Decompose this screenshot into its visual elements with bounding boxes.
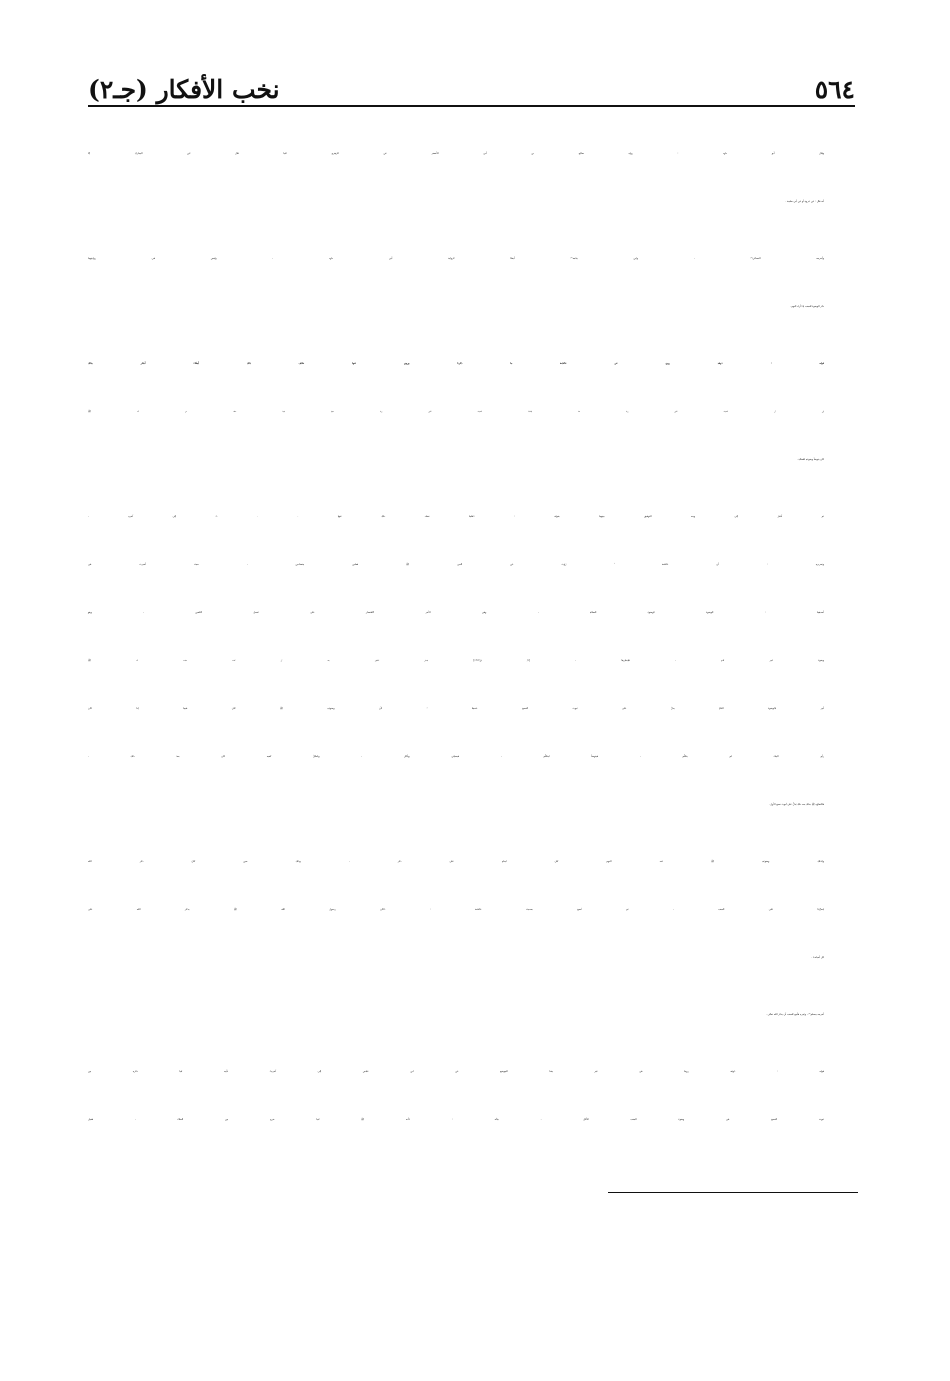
paragraph <box>88 130 858 226</box>
text-line: ذكر الوضوء للجنب إذا أراد النوم . <box>789 305 824 308</box>
text-line: قوله : «وقد روي عن عائشة ما ذكرنا وروي عنها خلاف ذلك أيضًا» أشار بذلك <box>88 362 824 365</box>
text-line: وأخرجه النسائي⁽¹⁾ ، وابن ماجه⁽²⁾ أيضًا كرواية أبي داود ، وليس في روايتهما <box>88 257 824 260</box>
text-line: مُحرَّمًا على الجنب ، ثم نُسخ بحديث عائشة : «كان رسول الله ﷺ يذكر الله على <box>88 908 824 911</box>
text-line: رأى الماء لم يتكلّم ، فيتوضأ ليتكلّم ، فيسمّي ويأكل ، وغَسْلُ كفيه كان بعدَ ذلك ، <box>88 755 824 758</box>
text-line: إلى أن الحديث الذي رواه هنا يُضَادِدُ الحديث الذي رواه عنها فيما سلف من أنه ﷺ <box>88 410 824 413</box>
footnote <box>88 1244 855 1280</box>
running-header <box>88 66 855 104</box>
header-divider <box>88 105 855 107</box>
paragraph <box>88 340 858 484</box>
text-line: ثم أشار إلى وجه التوفيق بينهما بقوله : «فلما تضاد ذلك عنها . . .» إلى آخره ، <box>88 515 824 518</box>
text-line: وكذلك وضوءه ﷺ عند النوم كان لينام على ذكر ، وذلك حين كانَ ذكر الله <box>88 860 824 863</box>
text-line: أحدهما : الوضوء كوضوء الصلاة ، وفي الآخر الاقتصار على غسل الكفين ، وهو <box>88 611 824 614</box>
text-line: قوله : «وقد روينا في غير هذا الموضع عن ابن عباس إلى آخره» تأييد لما ذكره من <box>88 1070 824 1073</box>
text-line: وتحريره : أن عائشة ؓ رَوَت عن النبي ﷺ فعلين متضادين ، حيث أخبرت في <box>88 563 824 566</box>
text-line: فاكتفاؤه ﷺ بذلك بعد ذلك يَدلُّ على ثُبوت نسخ الأول . <box>768 803 824 806</box>
book-title: نخب الأفكار (جـ٢) <box>88 75 280 104</box>
text-line: كل أحيانه» . <box>811 956 824 959</box>
paragraph <box>88 493 858 829</box>
footnote <box>88 1208 855 1244</box>
text-line: وقال أبو داود : رواه صالح بن أبي الأخضر عن الزهري كما قال ابن المبارك إلا <box>88 152 824 155</box>
text-line: وضوء غير تام ، فإخبارها ، [١/ ق٢١٢-أ] بغسل الكفين بعد أن كانت علمت أنه ﷺ <box>88 659 824 662</box>
footnote-divider <box>608 1192 858 1193</box>
main-text <box>88 130 858 1153</box>
text-line: أمر بالوضوء التامّ يدلّ على ثبوت النسخ عندها ؛ لأن وضوءه ﷺ كان فيما إذا كان <box>88 707 824 710</box>
footnotes <box>88 1208 855 1316</box>
footnote <box>88 1280 855 1316</box>
text-line: أنه قال : عن عروة أو عن أبي سلمة . <box>785 200 824 203</box>
paragraph <box>88 1048 858 1144</box>
paragraph <box>88 991 858 1039</box>
paragraph <box>88 235 858 331</box>
text-line: ثبوت النسخ في وضوء الجنب للأكل ، بيانُه : «أنه ﷺ لما خرج من الخلاء ، فقيل <box>88 1118 824 1121</box>
text-line: كان يتوضأ وضوءه للصلاة . <box>796 458 824 461</box>
text-line: أخرجه مسلم⁽³⁾ ، وغيره فأبيح للجنب أن يذكر الله تعالى . <box>765 1013 824 1016</box>
paragraph <box>88 838 858 982</box>
page-number: ٥٦٤ <box>814 75 855 104</box>
